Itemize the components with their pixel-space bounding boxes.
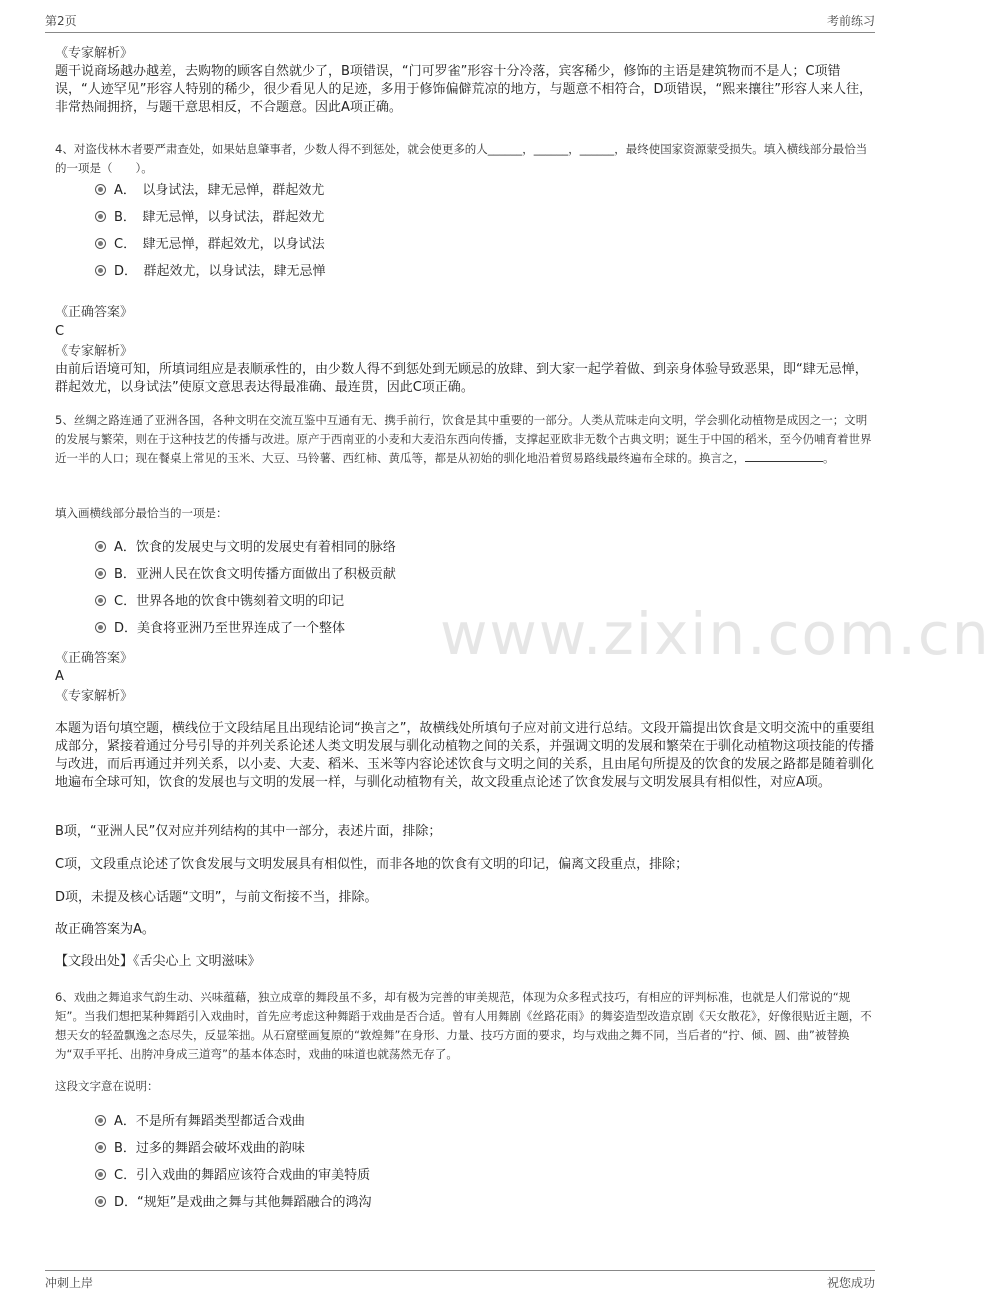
radio-icon[interactable] [95, 1196, 106, 1207]
answer-value: C [55, 324, 65, 339]
q4-option-b[interactable]: B． 肆无忌惮，以身试法，群起效尤 [95, 208, 324, 228]
question-6-prompt: 这段文字意在说明： [55, 1079, 159, 1093]
page-header [45, 12, 875, 33]
radio-icon[interactable] [95, 568, 106, 579]
radio-icon[interactable] [95, 238, 106, 249]
answer-label: 《正确答案》 [55, 305, 134, 320]
page-footer [45, 1270, 875, 1295]
watermark: www.zixin.com.cn [440, 600, 991, 668]
expert-label: 《专家解析》 [55, 46, 134, 61]
q5-option-c[interactable]: C．世界各地的饮食中镌刻着文明的印记 [95, 592, 344, 612]
question-6-stem: 6、戏曲之舞追求气韵生动、兴味蕴藉，独立成章的舞段虽不多，却有极为完善的审美规范，体现为众多程式技巧，有相应的评判标准，也就是人们常说的“规矩”。当我们想把某种舞蹈引入戏曲时，首先应考虑这种舞蹈于戏曲是否合适。曾有人用舞剧《丝路花雨》的舞姿造型改造京剧《天女散花》，好像很贴近主题，不想天女的轻盈飘逸之态尽失，反显笨拙。从石窟壁画复原的“敦煌舞”在身形、力量、技巧方面的要求，均与戏曲之舞不同，当后者的“拧、倾、圆、曲”被替换为“双手平托、出胯冲身成三道弯”的基本体态时，戏曲的味道也就荡然无存了。 [55, 990, 872, 1061]
radio-icon[interactable] [95, 1115, 106, 1126]
question-5-prompt: 填入画横线部分最恰当的一项是： [55, 506, 228, 520]
radio-icon[interactable] [95, 184, 106, 195]
q6-option-b[interactable]: B．过多的舞蹈会破坏戏曲的韵味 [95, 1139, 305, 1159]
expert-text: 由前后语境可知，所填词组应是表顺承性的，由少数人得不到惩处到无顾忌的放肆、到大家一起学着做、到亲身体验导致恶果，即“肆无忌惮，群起效尤，以身试法”使原文意思表达得最准确、最连贯，因此C项正确。 [55, 362, 868, 395]
page-number: 第2页 [45, 14, 77, 28]
q4-option-c[interactable]: C． 肆无忌惮，群起效尤，以身试法 [95, 235, 325, 255]
radio-icon[interactable] [95, 595, 106, 606]
option-d-analysis: D项，未提及核心话题“文明”，与前文衔接不当，排除。 [55, 890, 378, 905]
q6-option-d[interactable]: D．“规矩”是戏曲之舞与其他舞蹈融合的鸿沟 [95, 1193, 371, 1213]
radio-icon[interactable] [95, 622, 106, 633]
footer-left: 冲刺上岸 [45, 1276, 94, 1290]
expert-label: 《专家解析》 [55, 689, 134, 704]
option-c-analysis: C项，文段重点论述了饮食发展与文明发展具有相似性，而非各地的饮食有文明的印记，偏离文段重点，排除； [55, 857, 689, 872]
expert-label: 《专家解析》 [55, 344, 134, 359]
question-4-stem: 4、对盗伐林木者要严肃查处，如果姑息肇事者，少数人得不到惩处，就会使更多的人______，______，______，最终使国家资源蒙受损失。填入横线部分最恰当的一项是（ ）。 [55, 142, 868, 175]
radio-icon[interactable] [95, 1142, 106, 1153]
radio-icon[interactable] [95, 541, 106, 552]
q5-option-a[interactable]: A．饮食的发展史与文明的发展史有着相同的脉络 [95, 538, 396, 558]
answer-label: 《正确答案》 [55, 651, 134, 666]
q6-option-c[interactable]: C．引入戏曲的舞蹈应该符合戏曲的审美特质 [95, 1166, 370, 1186]
expert-text: 本题为语句填空题，横线位于文段结尾且出现结论词“换言之”，故横线处所填句子应对前文进行总结。文段开篇提出饮食是文明交流中的重要组成部分，紧接着通过分号引导的并列关系论述人类文明发展与驯化动植物之间的关系，并强调文明的发展和繁荣在于驯化动植物这项技能的传播与改进，而后再通过并列关系，以小麦、大麦、稻米、玉米等内容论述饮食与文明之间的关系，且由尾句所提及的饮食的发展之路都是随着驯化地遍布全球可知，饮食的发展也与文明的发展一样，与驯化动植物有关，故文段重点论述了饮食发展与文明发展具有相似性，对应A项。 [55, 721, 875, 790]
question-5-stem: 5、丝绸之路连通了亚洲各国，各种文明在交流互鉴中互通有无、携手前行，饮食是其中重要的一部分。人类从荒味走向文明，学会驯化动植物是成因之一；文明的发展与繁荣，则在于这种技艺的传播与改进。原产于西南亚的小麦和大麦沿东西向传播，支撑起亚欧非无数个古典文明；诞生于中国的稻米，至今仍哺育着世界近一半的人口；现在餐桌上常见的玉米、大豆、马铃薯、西红柿、黄瓜等，都是从初始的驯化地沿着贸易路线最终遍布全球的。换言之， 。 [55, 413, 872, 465]
option-b-analysis: B项，“亚洲人民”仅对应并列结构的其中一部分，表述片面，排除； [55, 824, 442, 839]
answer-value: A [55, 669, 64, 684]
q5-option-b[interactable]: B．亚洲人民在饮食文明传播方面做出了积极贡献 [95, 565, 396, 585]
q6-option-a[interactable]: A．不是所有舞蹈类型都适合戏曲 [95, 1112, 305, 1132]
q5-option-d[interactable]: D．美食将亚洲乃至世界连成了一个整体 [95, 619, 345, 639]
expert-text: 题干说商场越办越差，去购物的顾客自然就少了，B项错误，“门可罗雀”形容十分冷落，宾客稀少，修饰的主语是建筑物而不是人；C项错误，“人迹罕见”形容人特别的稀少，很少看见人的足迹，多用于修饰偏僻荒凉的地方，与题意不相符合，D项错误，“熙来攘往”形容人来人往，非常热闹拥挤，与题干意思相反，不合题意。因此A项正确。 [55, 64, 872, 115]
q4-option-d[interactable]: D． 群起效尤，以身试法，肆无忌惮 [95, 262, 326, 282]
fill-blank [745, 449, 823, 462]
radio-icon[interactable] [95, 1169, 106, 1180]
conclusion: 故正确答案为A。 [55, 922, 155, 937]
footer-right: 祝您成功 [826, 1276, 875, 1290]
q4-option-a[interactable]: A． 以身试法，肆无忌惮，群起效尤 [95, 181, 324, 201]
radio-icon[interactable] [95, 211, 106, 222]
header-title: 考前练习 [826, 14, 875, 28]
radio-icon[interactable] [95, 265, 106, 276]
source-citation: 【文段出处】《舌尖心上 文明滋味》 [55, 954, 261, 969]
